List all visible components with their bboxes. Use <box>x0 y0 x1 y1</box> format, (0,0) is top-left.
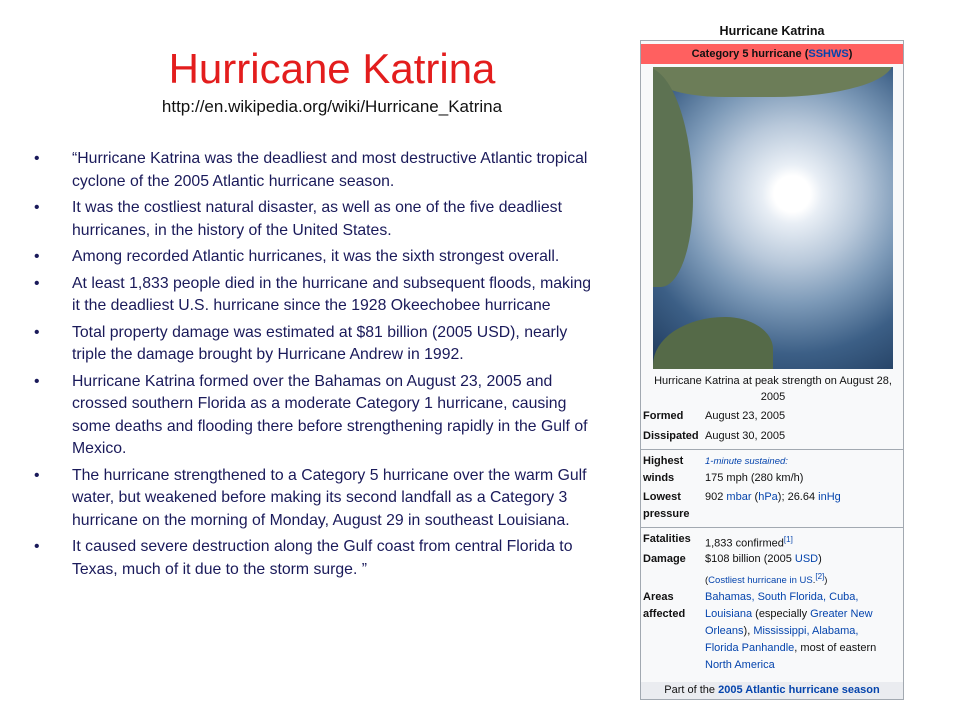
land-shape <box>653 67 893 97</box>
bullet-item <box>30 371 592 461</box>
bullet-item <box>30 148 592 193</box>
fatalities-label: Fatalities <box>643 533 691 545</box>
bullet-dot: • <box>34 466 40 484</box>
areas-label-line: Areas <box>643 591 674 603</box>
footer-text: Part of the <box>664 684 719 696</box>
pressure-text: ); 26.64 <box>777 491 819 503</box>
bullet-text: At least 1,833 people died in the hurricane and subsequent floods, making it the deadliest U.S. hurricane since the 1928 Okeechobee hurricane <box>72 274 592 314</box>
north-america-link[interactable]: North America <box>705 659 775 671</box>
winds-label-line: Highest <box>643 455 684 467</box>
bullet-item <box>30 273 592 318</box>
winds-label <box>643 453 703 487</box>
bullet-item <box>30 465 592 533</box>
winds-value <box>705 453 901 487</box>
damage-note-text: . <box>812 575 816 587</box>
areas-link[interactable]: Bahamas, South Florida, Cuba, <box>705 591 859 603</box>
damage-value <box>705 551 901 589</box>
winds-speed: 175 mph (280 km/h) <box>705 472 804 484</box>
divider <box>641 449 903 450</box>
pressure-value <box>705 489 901 506</box>
row-winds <box>643 453 901 489</box>
bullet-text: It was the costliest natural disaster, as well as one of the five deadliest hurricanes, in the history of the United States. <box>72 199 562 239</box>
dissipated-value: August 30, 2005 <box>705 430 786 442</box>
pressure-label-line: Lowest <box>643 491 681 503</box>
costliest-link[interactable]: Costliest hurricane in US <box>708 575 813 587</box>
land-shape <box>653 317 773 369</box>
bullet-text: The hurricane strengthened to a Category 5 hurricane over the warm Gulf water, but weakened before making its second landfall as a Category 3 hurricane on the morning of Monday, August 29 in southeast Louisiana. <box>72 466 587 529</box>
damage-label: Damage <box>643 553 686 565</box>
bullet-text: Total property damage was estimated at $81 billion (2005 USD), nearly triple the damage brought by Hurricane Andrew in 1992. <box>72 323 568 363</box>
bullet-dot: • <box>34 274 40 292</box>
bullet-text: It caused severe destruction along the Gulf coast from central Florida to Texas, much of it due to the storm surge. ” <box>72 538 573 578</box>
louisiana-link[interactable]: Louisiana <box>705 608 753 620</box>
dissipated-label: Dissipated <box>643 430 699 442</box>
category-banner <box>641 44 903 64</box>
areas-text: ), <box>743 625 754 637</box>
category-text: Category 5 hurricane ( <box>691 48 809 60</box>
category-suffix: ) <box>848 48 853 60</box>
orleans-link[interactable]: Orleans <box>705 625 744 637</box>
damage-note-text: ( <box>705 575 709 587</box>
fatalities-ref-link[interactable]: [1] <box>783 535 793 544</box>
greater-new-orleans-link[interactable]: Greater New <box>810 608 873 620</box>
bullet-text: Among recorded Atlantic hurricanes, it was the sixth strongest overall. <box>72 248 560 265</box>
areas-label-line: affected <box>643 608 686 620</box>
pressure-text: 902 <box>705 491 727 503</box>
areas-label <box>643 589 703 623</box>
pressure-label-line: pressure <box>643 508 690 520</box>
season-link[interactable]: 2005 Atlantic hurricane season <box>718 684 880 696</box>
infobox-title: Hurricane Katrina <box>719 24 825 38</box>
bullet-item <box>30 197 592 242</box>
bullet-text: “Hurricane Katrina was the deadliest and most destructive Atlantic tropical cyclone of the 2005 Atlantic hurricane season. <box>72 150 588 190</box>
mississippi-alabama-link[interactable]: Mississippi, Alabama, <box>753 625 859 637</box>
bullet-item <box>30 322 592 367</box>
bullet-dot: • <box>34 323 40 341</box>
formed-label: Formed <box>643 410 684 422</box>
fatalities-text: 1,833 confirmed <box>705 537 784 550</box>
pressure-text: ( <box>751 491 759 503</box>
winds-label-line: winds <box>643 472 675 484</box>
pressure-label <box>643 489 703 523</box>
areas-text: , most of eastern <box>794 642 877 654</box>
bullet-dot: • <box>34 248 40 265</box>
image-caption: Hurricane Katrina at peak strength on August 28, 2005 <box>654 375 892 403</box>
mbar-link[interactable]: mbar <box>726 491 752 503</box>
damage-text: $108 billion (2005 <box>705 553 795 565</box>
damage-note <box>705 572 828 587</box>
row-pressure <box>643 489 901 525</box>
hpa-link[interactable]: hPa <box>758 491 778 503</box>
bullet-dot: • <box>34 150 40 167</box>
row-areas <box>643 589 901 677</box>
bullet-dot: • <box>34 372 40 390</box>
slide-title: Hurricane Katrina <box>168 45 496 92</box>
damage-note-text: ) <box>824 575 828 587</box>
bullet-item <box>30 536 592 581</box>
bullet-dot: • <box>34 199 40 216</box>
row-damage <box>643 551 901 587</box>
areas-text: (especially <box>752 608 811 620</box>
land-shape <box>653 67 693 287</box>
bullet-item <box>30 246 592 269</box>
divider <box>641 527 903 528</box>
infobox-footer <box>641 682 903 699</box>
bullet-dot: • <box>34 538 40 555</box>
damage-ref-link[interactable]: [2] <box>815 572 825 581</box>
fatalities-value <box>705 531 901 553</box>
satellite-image[interactable] <box>653 67 893 369</box>
bullet-text: Hurricane Katrina formed over the Bahamas on August 23, 2005 and crossed southern Florida as a moderate Category 1 hurricane, causing some deaths and flooding there before strengthening rapidly in the Gulf of Mexico. <box>72 372 588 457</box>
damage-text: ) <box>818 553 822 565</box>
areas-value <box>705 589 901 674</box>
formed-value: August 23, 2005 <box>705 410 786 422</box>
source-url[interactable]: http://en.wikipedia.org/wiki/Hurricane_Katrina <box>161 97 503 116</box>
infobox <box>640 40 904 700</box>
inhg-link[interactable]: inHg <box>818 491 841 503</box>
winds-note[interactable]: 1-minute sustained: <box>705 456 788 467</box>
bullet-list <box>30 148 592 585</box>
usd-link[interactable]: USD <box>794 553 819 565</box>
florida-panhandle-link[interactable]: Florida Panhandle <box>705 642 795 654</box>
sshws-link[interactable]: SSHWS <box>808 48 849 60</box>
